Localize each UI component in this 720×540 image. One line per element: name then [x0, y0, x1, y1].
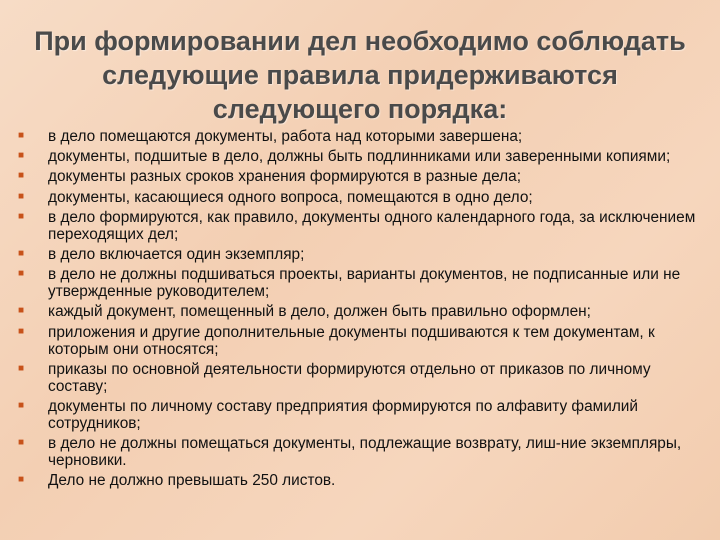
list-item	[18, 128, 702, 145]
list-item-text: документы, подшитые в дело, должны быть подлинниками или заверенными копиями;	[48, 148, 671, 166]
square-bullet-icon: ■	[18, 305, 25, 317]
list-item	[18, 148, 702, 165]
rules-list	[18, 128, 702, 492]
list-item	[18, 209, 702, 243]
list-item-text: в дело формируются, как правило, документы одного календарного года, за исключением переходящих дел;	[48, 208, 696, 243]
list-item	[18, 168, 702, 185]
square-bullet-icon: ■	[18, 130, 25, 141]
list-item-text: документы разных сроков хранения формируются в разные дела;	[48, 168, 521, 186]
square-bullet-icon: ■	[18, 150, 25, 162]
list-item	[18, 189, 702, 206]
list-item	[18, 435, 702, 469]
list-item	[18, 398, 702, 432]
list-item-text: каждый документ, помещенный в дело, должен быть правильно оформлен;	[48, 303, 591, 321]
list-item-text: приложения и другие дополнительные документы подшиваются к тем документам, к которым они относятся;	[48, 323, 655, 358]
square-bullet-icon: ■	[18, 190, 25, 202]
square-bullet-icon: ■	[18, 210, 25, 222]
square-bullet-icon: ■	[18, 170, 25, 182]
list-item-text: документы по личному составу предприятия формируются по алфавиту фамилий сотрудников;	[48, 397, 638, 432]
square-bullet-icon: ■	[18, 474, 25, 486]
list-item	[18, 266, 702, 300]
title-line-2: следующие правила придерживаются	[102, 60, 618, 90]
title-line-1: При формировании дел необходимо соблюдать	[34, 26, 686, 56]
list-item-text: Дело не должно превышать 250 листов.	[48, 472, 336, 490]
slide-title	[10, 24, 710, 126]
list-item-text: в дело не должны помещаться документы, подлежащие возврату, лиш-ние экземпляры, черновики.	[48, 435, 682, 470]
list-item	[18, 303, 702, 320]
list-item	[18, 246, 702, 263]
square-bullet-icon: ■	[18, 247, 25, 259]
square-bullet-icon: ■	[18, 268, 25, 280]
title-line-3: следующего порядка:	[212, 94, 508, 124]
list-item-text: документы, касающиеся одного вопроса, помещаются в одно дело;	[48, 188, 533, 206]
list-item-text: в дело не должны подшиваться проекты, варианты документов, не подписанные или не утвержденные руководителем;	[48, 266, 681, 301]
list-item-text: в дело включается один экземпляр;	[48, 245, 305, 263]
square-bullet-icon: ■	[18, 399, 25, 411]
list-item-text: приказы по основной деятельности формируются отдельно от приказов по личному составу;	[48, 360, 651, 395]
list-item	[18, 472, 702, 489]
square-bullet-icon: ■	[18, 325, 25, 337]
square-bullet-icon: ■	[18, 437, 25, 449]
list-item	[18, 324, 702, 358]
list-item-text: в дело помещаются документы, работа над которыми завершена;	[48, 128, 523, 145]
square-bullet-icon: ■	[18, 362, 25, 374]
list-item	[18, 361, 702, 395]
